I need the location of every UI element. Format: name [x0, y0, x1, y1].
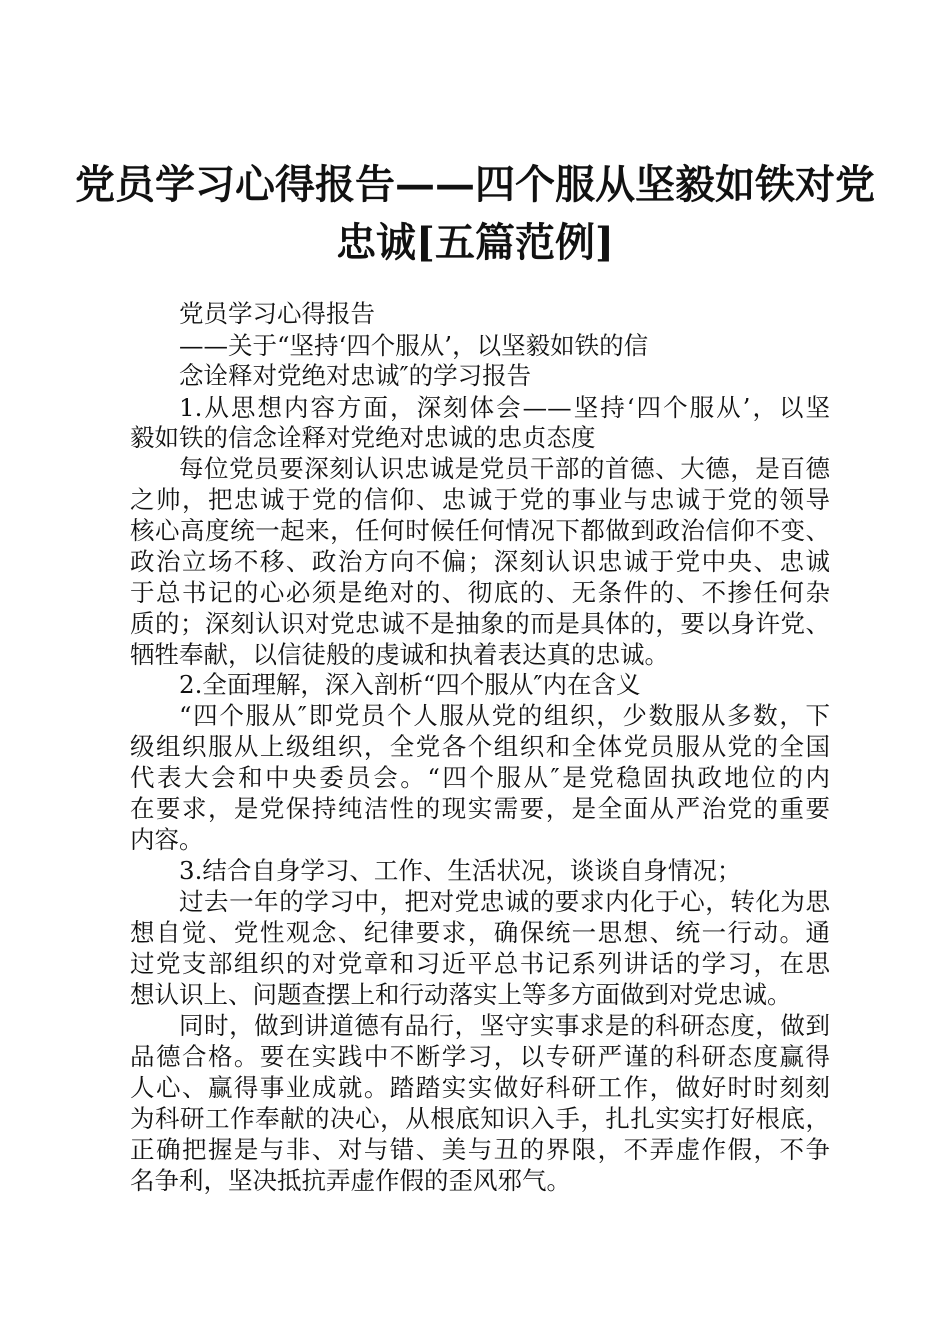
- document-title-line-1: 党员学习心得报告——四个服从坚毅如铁对党: [75, 161, 875, 208]
- text-line: 过去一年的学习中，把对党忠诚的要求内化于心，转化为思: [179, 887, 830, 916]
- text-line: 政治立场不移、政治方向不偏；深刻认识忠诚于党中央、忠诚: [130, 547, 830, 576]
- text-line: 内容。: [130, 825, 204, 854]
- text-line: 于总书记的心必须是绝对的、彻底的、无条件的、不掺任何杂: [130, 578, 830, 607]
- text-line: 同时，做到讲道德有品行，坚守实事求是的科研态度，做到: [179, 1011, 830, 1040]
- text-line: 质的；深刻认识对党忠诚不是抽象的而是具体的，要以身许党、: [130, 609, 830, 638]
- text-line: 想自觉、党性观念、纪律要求，确保统一思想、统一行动。通: [130, 918, 830, 947]
- text-line: 每位党员要深刻认识忠诚是党员干部的首德、大德，是百德: [179, 454, 830, 483]
- text-line: 为科研工作奉献的决心，从根底知识入手，扎扎实实打好根底，: [130, 1104, 830, 1133]
- text-line: 想认识上、问题查摆上和行动落实上等多方面做到对党忠诚。: [130, 980, 792, 1009]
- text-line: 核心高度统一起来，任何时候任何情况下都做到政治信仰不变、: [130, 516, 830, 545]
- text-line: 1.从思想内容方面，深刻体会——坚持‘四个服从’，以坚: [179, 393, 830, 422]
- text-line: “四个服从″即党员个人服从党的组织，少数服从多数，下: [179, 701, 830, 730]
- text-line: 毅如铁的信念诠释对党绝对忠诚的忠贞态度: [130, 423, 596, 452]
- text-line: 在要求，是党保持纯洁性的现实需要，是全面从严治党的重要: [130, 794, 830, 823]
- text-line: 牺牲奉献，以信徒般的虔诚和执着表达真的忠诚。: [130, 640, 669, 669]
- text-line: 正确把握是与非、对与错、美与丑的界限，不弄虚作假，不争: [130, 1135, 830, 1164]
- text-line: 之帅，把忠诚于党的信仰、忠诚于党的事业与忠诚于党的领导: [130, 485, 830, 514]
- text-line: ——关于“坚持‘四个服从’，以坚毅如铁的信: [179, 331, 649, 360]
- text-line: 品德合格。要在实践中不断学习，以专研严谨的科研态度赢得: [130, 1042, 830, 1071]
- text-line: 代表大会和中央委员会。“四个服从″是党稳固执政地位的内: [130, 763, 830, 792]
- text-line: 名争利，坚决抵抗弄虚作假的歪风邪气。: [130, 1166, 571, 1195]
- text-line: 级组织服从上级组织，全党各个组织和全体党员服从党的全国: [130, 732, 830, 761]
- text-line: 党员学习心得报告: [179, 299, 375, 328]
- text-line: 人心、赢得事业成就。踏踏实实做好科研工作，做好时时刻刻: [130, 1073, 830, 1102]
- text-line: 2.全面理解，深入剖析“四个服从″内在含义: [179, 670, 641, 699]
- text-line: 念诠释对党绝对忠诚″的学习报告: [179, 361, 532, 390]
- text-line: 3.结合自身学习、工作、生活状况，谈谈自身情况；: [179, 856, 742, 885]
- document-title-line-2: 忠诚[五篇范例]: [336, 219, 614, 266]
- text-line: 过党支部组织的对党章和习近平总书记系列讲话的学习，在思: [130, 949, 830, 978]
